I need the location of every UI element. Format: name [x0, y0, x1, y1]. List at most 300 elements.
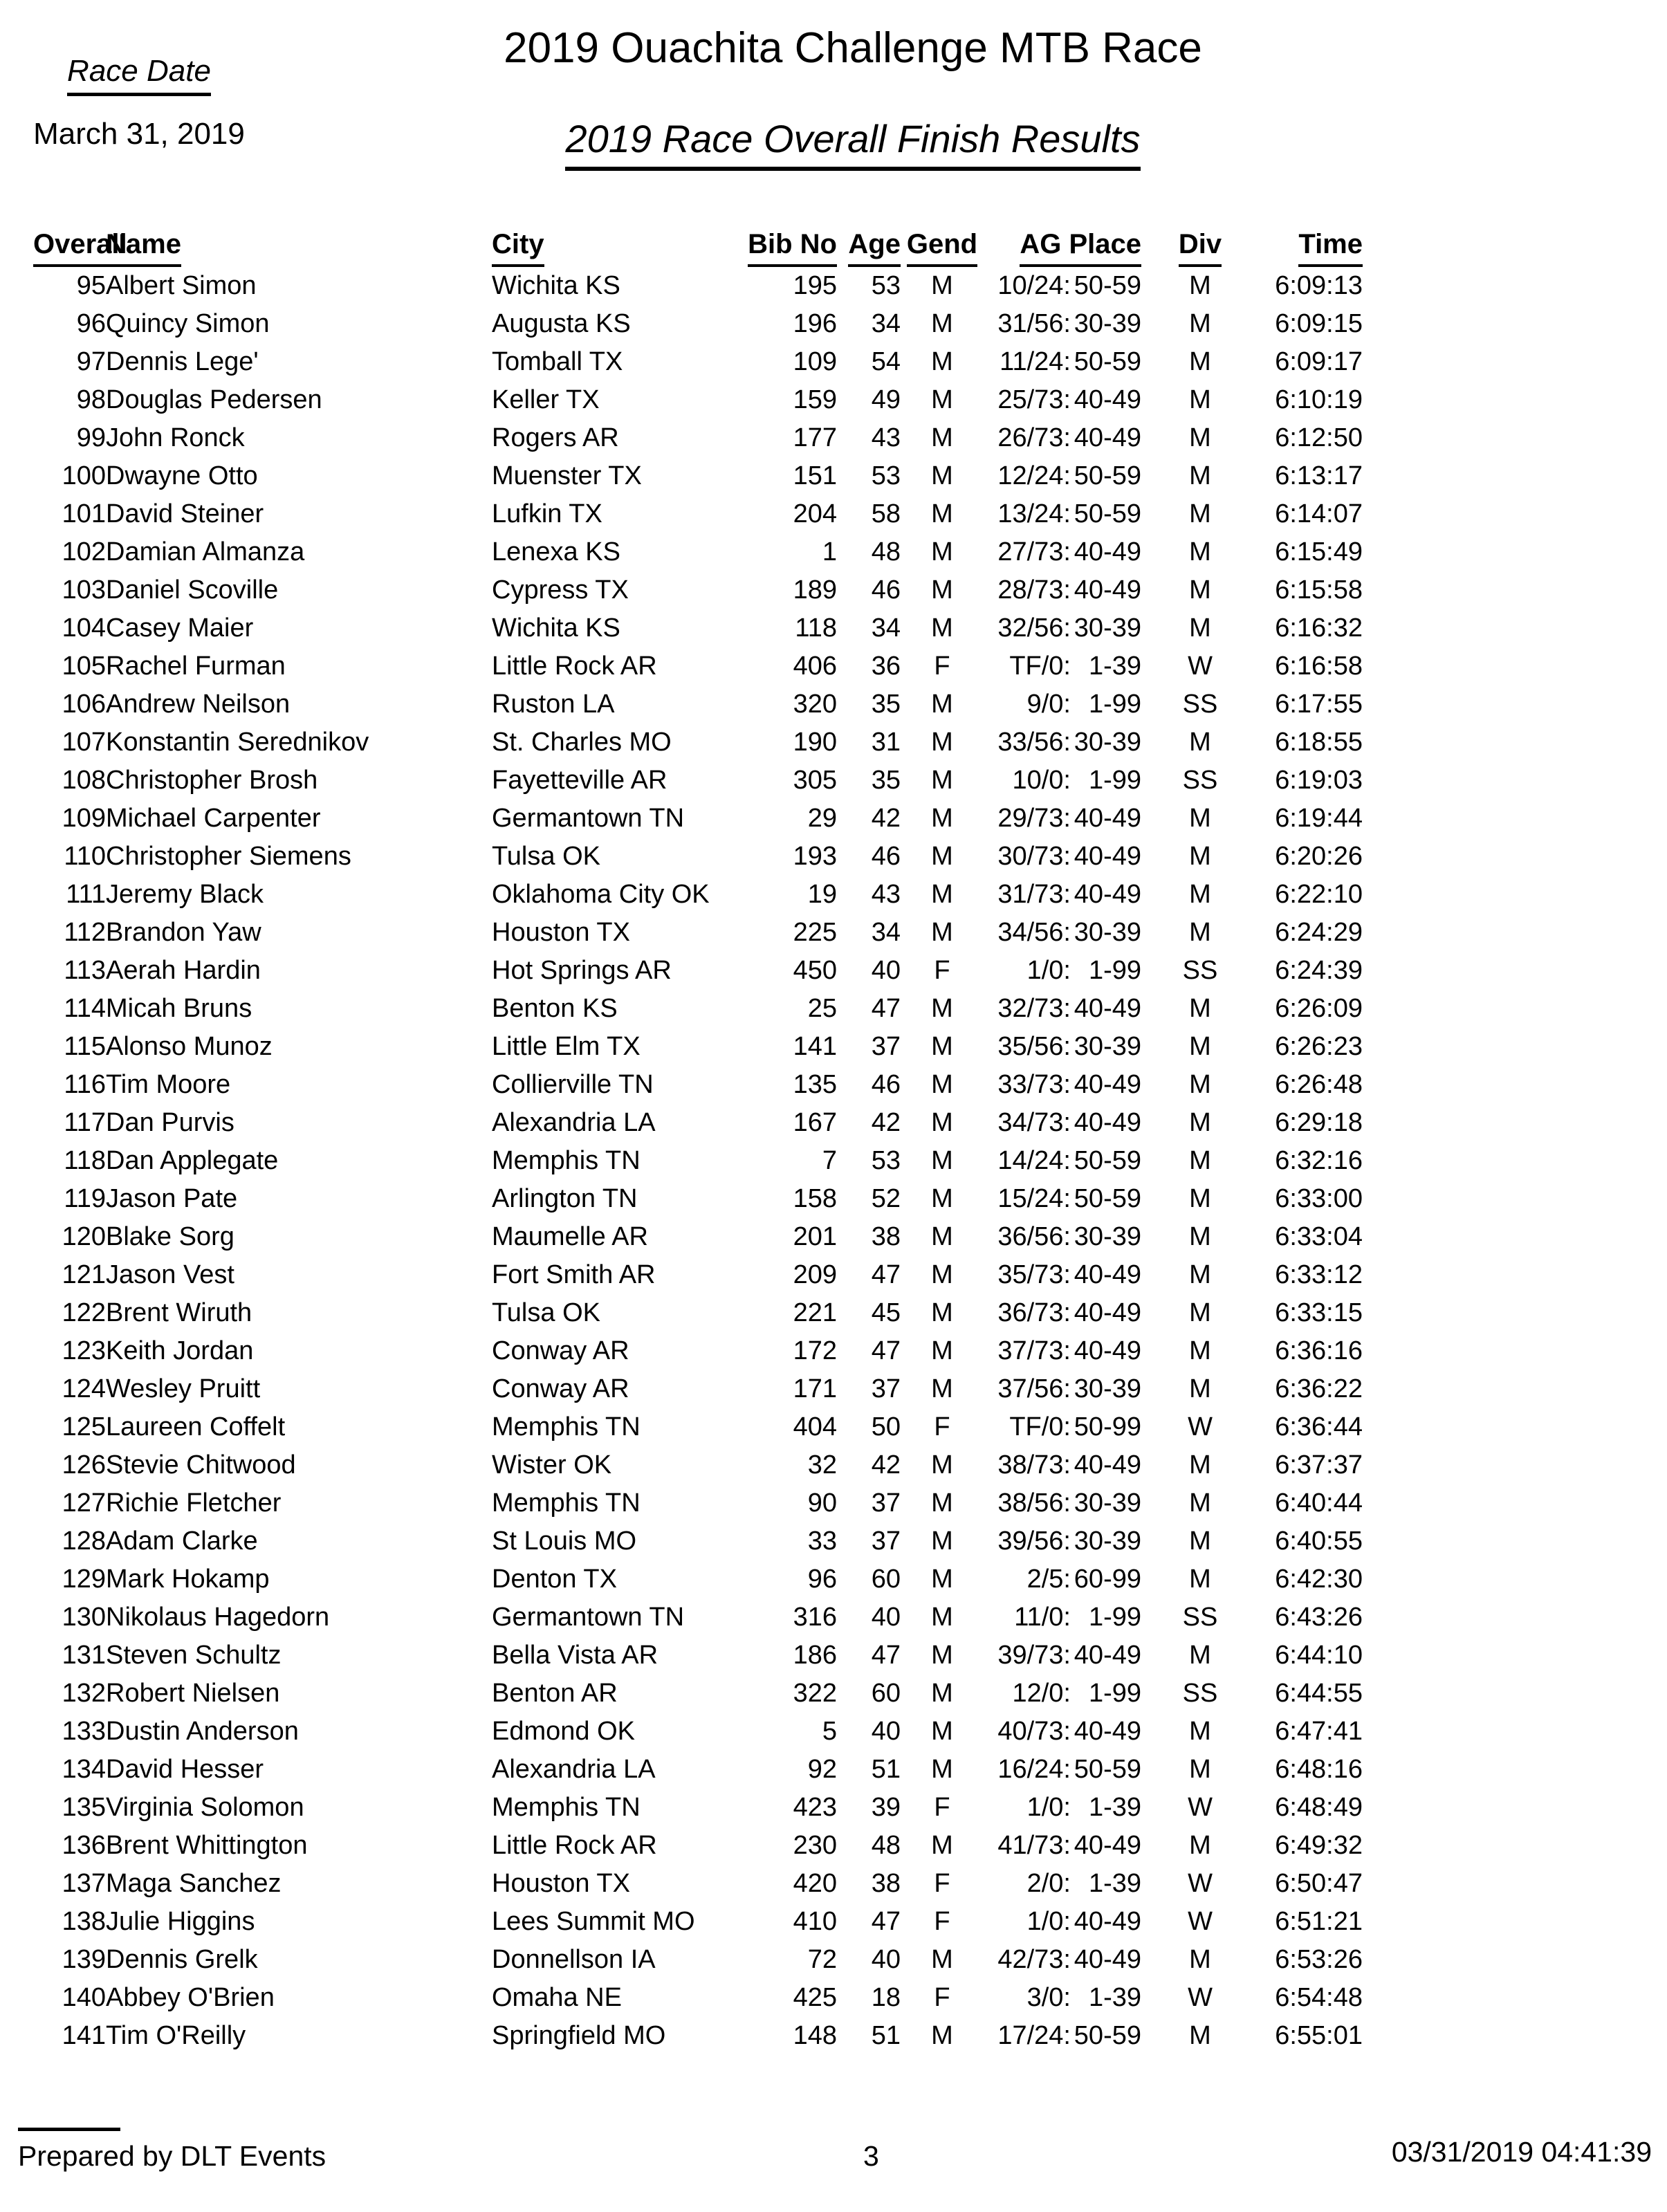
cell-ag-group: 60-99 — [1074, 1565, 1141, 1594]
cell-overall-place: 138 — [62, 1907, 106, 1936]
cell-bib-no: 193 — [793, 842, 837, 871]
col-header-time: Time — [1259, 208, 1363, 267]
cell-ag-place: TF/0: — [1009, 1412, 1071, 1441]
cell-age: 38 — [871, 1222, 901, 1251]
cell-name: Dennis Grelk — [106, 1945, 258, 1974]
table-row — [33, 1142, 1363, 1180]
cell-bib-no: 204 — [793, 499, 837, 528]
cell-name: Dan Applegate — [106, 1146, 279, 1175]
cell-name: Nikolaus Hagedorn — [106, 1603, 330, 1632]
cell-gender: M — [931, 2021, 953, 2050]
cell-ag-place: 34/73: — [997, 1108, 1071, 1137]
cell-time: 6:09:15 — [1275, 309, 1363, 338]
cell-ag-group: 50-59 — [1074, 347, 1141, 376]
cell-bib-no: 135 — [793, 1070, 837, 1099]
table-row — [33, 685, 1363, 723]
cell-name: Albert Simon — [106, 271, 257, 300]
cell-ag-place: 25/73: — [997, 385, 1071, 414]
cell-age: 53 — [871, 271, 901, 300]
cell-age: 43 — [871, 423, 901, 452]
cell-name: Aerah Hardin — [106, 956, 261, 985]
cell-gender: M — [931, 347, 953, 376]
cell-overall-place: 128 — [62, 1527, 106, 1556]
cell-division: M — [1189, 994, 1211, 1023]
table-row — [33, 1713, 1363, 1751]
cell-name: Douglas Pedersen — [106, 385, 322, 414]
cell-age: 40 — [871, 1945, 901, 1974]
table-row — [33, 1028, 1363, 1066]
cell-age: 46 — [871, 842, 901, 871]
cell-bib-no: 320 — [793, 690, 837, 719]
cell-overall-place: 98 — [76, 385, 106, 414]
cell-division: M — [1189, 728, 1211, 757]
cell-name: Jason Pate — [106, 1184, 238, 1213]
cell-name: David Hesser — [106, 1755, 264, 1784]
cell-division: W — [1188, 1907, 1213, 1936]
cell-name: Richie Fletcher — [106, 1489, 282, 1518]
table-row — [33, 419, 1363, 457]
cell-overall-place: 103 — [62, 575, 106, 605]
cell-name: Tim Moore — [106, 1070, 231, 1099]
cell-division: M — [1189, 1527, 1211, 1556]
cell-name: Christopher Brosh — [106, 766, 318, 795]
cell-overall-place: 126 — [62, 1450, 106, 1480]
table-row — [33, 1522, 1363, 1560]
cell-city: Arlington TN — [492, 1184, 638, 1213]
cell-name: Casey Maier — [106, 614, 254, 643]
cell-division: W — [1188, 1412, 1213, 1441]
cell-age: 46 — [871, 575, 901, 605]
cell-bib-no: 186 — [793, 1641, 837, 1670]
footer-rule — [18, 2128, 120, 2131]
cell-gender: M — [931, 1641, 953, 1670]
cell-ag-group: 30-39 — [1074, 614, 1141, 643]
cell-division: M — [1189, 1945, 1211, 1974]
cell-ag-place: 14/24: — [997, 1146, 1071, 1175]
cell-division: M — [1189, 1146, 1211, 1175]
table-row — [33, 305, 1363, 343]
cell-gender: M — [931, 1108, 953, 1137]
cell-gender: M — [931, 1184, 953, 1213]
cell-ag-group: 30-39 — [1074, 1527, 1141, 1556]
cell-time: 6:43:26 — [1275, 1603, 1363, 1632]
cell-name: Micah Bruns — [106, 994, 252, 1023]
cell-bib-no: 195 — [793, 271, 837, 300]
cell-gender: M — [931, 537, 953, 566]
cell-gender: M — [931, 1831, 953, 1860]
cell-ag-group: 40-49 — [1074, 1070, 1141, 1099]
cell-overall-place: 95 — [76, 271, 106, 300]
cell-overall-place: 109 — [62, 804, 106, 833]
page-title: 2019 Ouachita Challenge MTB Race — [504, 24, 1202, 72]
cell-overall-place: 125 — [62, 1412, 106, 1441]
cell-age: 53 — [871, 1146, 901, 1175]
cell-name: Brandon Yaw — [106, 918, 261, 947]
cell-name: Maga Sanchez — [106, 1869, 282, 1898]
cell-overall-place: 115 — [64, 1032, 106, 1061]
cell-city: Maumelle AR — [492, 1222, 648, 1251]
cell-gender: M — [931, 1945, 953, 1974]
cell-ag-place: 11/24: — [1000, 347, 1071, 376]
cell-division: M — [1189, 1222, 1211, 1251]
cell-name: Daniel Scoville — [106, 575, 279, 605]
cell-gender: M — [931, 1679, 953, 1708]
cell-name: Brent Wiruth — [106, 1298, 252, 1327]
cell-gender: M — [931, 1565, 953, 1594]
cell-division: W — [1188, 1983, 1213, 2012]
cell-bib-no: 5 — [822, 1717, 837, 1746]
cell-gender: M — [931, 271, 953, 300]
cell-age: 40 — [871, 1603, 901, 1632]
table-row — [33, 1256, 1363, 1294]
cell-ag-group: 30-39 — [1074, 1032, 1141, 1061]
cell-ag-group: 50-99 — [1074, 1412, 1141, 1441]
cell-age: 34 — [871, 309, 901, 338]
cell-ag-place: 28/73: — [997, 575, 1071, 605]
cell-bib-no: 406 — [793, 652, 837, 681]
cell-ag-group: 40-49 — [1074, 1260, 1141, 1289]
cell-ag-group: 40-49 — [1074, 1108, 1141, 1137]
cell-ag-place: 37/73: — [997, 1336, 1071, 1365]
cell-ag-group: 30-39 — [1074, 728, 1141, 757]
table-row — [33, 457, 1363, 495]
cell-city: Houston TX — [492, 1869, 630, 1898]
cell-ag-place: 1/0: — [1026, 1793, 1071, 1822]
cell-name: Jeremy Black — [106, 880, 264, 909]
cell-division: SS — [1182, 1679, 1218, 1708]
table-row — [33, 1751, 1363, 1789]
table-row — [33, 1332, 1363, 1370]
cell-bib-no: 19 — [807, 880, 837, 909]
cell-age: 51 — [871, 2021, 901, 2050]
cell-name: Keith Jordan — [106, 1336, 254, 1365]
cell-time: 6:36:22 — [1275, 1374, 1363, 1403]
cell-overall-place: 123 — [62, 1336, 106, 1365]
cell-gender: M — [931, 1527, 953, 1556]
table-row — [33, 1370, 1363, 1408]
cell-overall-place: 113 — [64, 956, 106, 985]
cell-overall-place: 101 — [62, 499, 106, 528]
cell-division: W — [1188, 1793, 1213, 1822]
cell-overall-place: 105 — [62, 652, 106, 681]
cell-bib-no: 322 — [793, 1679, 837, 1708]
cell-overall-place: 116 — [64, 1070, 106, 1099]
cell-time: 6:14:07 — [1275, 499, 1363, 528]
cell-time: 6:40:55 — [1275, 1527, 1363, 1556]
cell-city: Little Rock AR — [492, 652, 657, 681]
table-row — [33, 1484, 1363, 1522]
cell-ag-place: 16/24: — [997, 1755, 1071, 1784]
cell-ag-group: 30-39 — [1074, 1222, 1141, 1251]
race-date-value: March 31, 2019 — [33, 117, 245, 151]
cell-city: Tomball TX — [492, 347, 623, 376]
cell-age: 43 — [871, 880, 901, 909]
cell-city: Muenster TX — [492, 461, 642, 490]
cell-gender: M — [931, 1146, 953, 1175]
cell-gender: M — [931, 461, 953, 490]
cell-overall-place: 108 — [62, 766, 106, 795]
cell-city: Tulsa OK — [492, 1298, 600, 1327]
cell-gender: M — [931, 994, 953, 1023]
cell-ag-group: 40-49 — [1074, 804, 1141, 833]
cell-overall-place: 100 — [62, 461, 106, 490]
cell-city: St Louis MO — [492, 1527, 637, 1556]
cell-ag-group: 50-59 — [1074, 271, 1141, 300]
cell-ag-place: 17/24: — [997, 2021, 1071, 2050]
cell-division: M — [1189, 1831, 1211, 1860]
cell-name: Steven Schultz — [106, 1641, 282, 1670]
cell-city: Alexandria LA — [492, 1108, 656, 1137]
cell-overall-place: 133 — [62, 1717, 106, 1746]
cell-time: 6:44:55 — [1275, 1679, 1363, 1708]
cell-city: Augusta KS — [492, 309, 631, 338]
cell-time: 6:44:10 — [1275, 1641, 1363, 1670]
cell-time: 6:33:04 — [1275, 1222, 1363, 1251]
cell-division: M — [1189, 880, 1211, 909]
table-row — [33, 267, 1363, 305]
cell-city: Memphis TN — [492, 1412, 641, 1441]
cell-bib-no: 151 — [793, 461, 837, 490]
cell-overall-place: 124 — [62, 1374, 106, 1403]
cell-division: SS — [1182, 690, 1218, 719]
cell-name: Adam Clarke — [106, 1527, 258, 1556]
cell-ag-place: 35/56: — [997, 1032, 1071, 1061]
cell-division: W — [1188, 1869, 1213, 1898]
cell-ag-place: 36/73: — [997, 1298, 1071, 1327]
cell-bib-no: 196 — [793, 309, 837, 338]
cell-bib-no: 425 — [793, 1983, 837, 2012]
cell-time: 6:33:15 — [1275, 1298, 1363, 1327]
cell-gender: M — [931, 690, 953, 719]
cell-time: 6:15:49 — [1275, 537, 1363, 566]
cell-ag-group: 40-49 — [1074, 385, 1141, 414]
cell-ag-place: 12/24: — [997, 461, 1071, 490]
cell-time: 6:16:58 — [1275, 652, 1363, 681]
cell-time: 6:36:16 — [1275, 1336, 1363, 1365]
cell-gender: M — [931, 1336, 953, 1365]
cell-time: 6:24:39 — [1275, 956, 1363, 985]
cell-ag-group: 40-49 — [1074, 1945, 1141, 1974]
cell-division: SS — [1182, 956, 1218, 985]
cell-name: Julie Higgins — [106, 1907, 255, 1936]
cell-overall-place: 140 — [62, 1983, 106, 2012]
cell-bib-no: 177 — [793, 423, 837, 452]
cell-name: Damian Almanza — [106, 537, 305, 566]
cell-division: M — [1189, 1489, 1211, 1518]
cell-overall-place: 120 — [62, 1222, 106, 1251]
table-row — [33, 1789, 1363, 1827]
col-header-city: City — [492, 208, 733, 267]
cell-name: Blake Sorg — [106, 1222, 234, 1251]
col-header-div: Div — [1141, 208, 1259, 267]
cell-name: Dennis Lege' — [106, 347, 259, 376]
cell-age: 40 — [871, 1717, 901, 1746]
cell-age: 42 — [871, 804, 901, 833]
cell-ag-group: 50-59 — [1074, 2021, 1141, 2050]
cell-gender: M — [931, 1070, 953, 1099]
cell-division: SS — [1182, 1603, 1218, 1632]
table-row — [33, 1675, 1363, 1713]
cell-time: 6:49:32 — [1275, 1831, 1363, 1860]
cell-gender: M — [931, 766, 953, 795]
cell-name: Virginia Solomon — [106, 1793, 304, 1822]
cell-overall-place: 127 — [62, 1489, 106, 1518]
cell-time: 6:10:19 — [1275, 385, 1363, 414]
cell-city: Springfield MO — [492, 2021, 666, 2050]
cell-ag-group: 30-39 — [1074, 918, 1141, 947]
col-header-name: Name — [106, 208, 492, 267]
cell-overall-place: 114 — [64, 994, 106, 1023]
cell-gender: M — [931, 880, 953, 909]
cell-ag-place: 9/0: — [1026, 690, 1071, 719]
cell-ag-group: 40-49 — [1074, 1298, 1141, 1327]
cell-city: Rogers AR — [492, 423, 619, 452]
cell-city: Germantown TN — [492, 1603, 685, 1632]
cell-overall-place: 132 — [62, 1679, 106, 1708]
cell-ag-place: 30/73: — [997, 842, 1071, 871]
cell-overall-place: 99 — [76, 423, 106, 452]
cell-name: Tim O'Reilly — [106, 2021, 246, 2050]
cell-name: Brent Whittington — [106, 1831, 308, 1860]
cell-age: 47 — [871, 994, 901, 1023]
table-row — [33, 1104, 1363, 1142]
cell-ag-group: 1-99 — [1088, 690, 1141, 719]
table-row — [33, 2017, 1363, 2055]
cell-ag-place: 12/0: — [1012, 1679, 1071, 1708]
cell-city: Ruston LA — [492, 690, 615, 719]
cell-age: 37 — [871, 1032, 901, 1061]
table-row — [33, 1903, 1363, 1941]
cell-bib-no: 230 — [793, 1831, 837, 1860]
cell-age: 34 — [871, 614, 901, 643]
cell-ag-place: 38/56: — [997, 1489, 1071, 1518]
cell-gender: M — [931, 1260, 953, 1289]
cell-name: Christopher Siemens — [106, 842, 351, 871]
cell-ag-place: 2/5: — [1026, 1565, 1071, 1594]
cell-gender: M — [931, 1755, 953, 1784]
cell-bib-no: 158 — [793, 1184, 837, 1213]
cell-time: 6:15:58 — [1275, 575, 1363, 605]
cell-gender: F — [934, 1907, 950, 1936]
cell-name: Abbey O'Brien — [106, 1983, 275, 2012]
cell-ag-place: 33/56: — [997, 728, 1071, 757]
cell-division: M — [1189, 1336, 1211, 1365]
cell-ag-group: 1-39 — [1088, 1869, 1141, 1898]
cell-ag-place: TF/0: — [1009, 652, 1071, 681]
cell-age: 53 — [871, 461, 901, 490]
cell-ag-group: 40-49 — [1074, 1717, 1141, 1746]
cell-age: 47 — [871, 1907, 901, 1936]
table-row — [33, 381, 1363, 419]
cell-city: Houston TX — [492, 918, 630, 947]
cell-bib-no: 33 — [807, 1527, 837, 1556]
cell-age: 52 — [871, 1184, 901, 1213]
cell-age: 42 — [871, 1108, 901, 1137]
cell-gender: M — [931, 1222, 953, 1251]
cell-division: SS — [1182, 766, 1218, 795]
cell-ag-place: 29/73: — [997, 804, 1071, 833]
cell-overall-place: 122 — [62, 1298, 106, 1327]
cell-division: M — [1189, 309, 1211, 338]
cell-division: M — [1189, 271, 1211, 300]
cell-division: M — [1189, 1450, 1211, 1480]
cell-city: Conway AR — [492, 1336, 629, 1365]
cell-time: 6:53:26 — [1275, 1945, 1363, 1974]
col-header-bib-no: Bib No — [733, 208, 837, 267]
cell-time: 6:37:37 — [1275, 1450, 1363, 1480]
table-row — [33, 1941, 1363, 1979]
cell-overall-place: 141 — [62, 2021, 106, 2050]
cell-age: 47 — [871, 1336, 901, 1365]
cell-bib-no: 189 — [793, 575, 837, 605]
cell-time: 6:33:12 — [1275, 1260, 1363, 1289]
cell-bib-no: 305 — [793, 766, 837, 795]
cell-overall-place: 112 — [64, 918, 106, 947]
cell-time: 6:22:10 — [1275, 880, 1363, 909]
cell-time: 6:26:09 — [1275, 994, 1363, 1023]
cell-time: 6:20:26 — [1275, 842, 1363, 871]
cell-ag-place: 2/0: — [1026, 1869, 1071, 1898]
cell-time: 6:48:49 — [1275, 1793, 1363, 1822]
cell-bib-no: 148 — [793, 2021, 837, 2050]
cell-gender: M — [931, 499, 953, 528]
cell-name: John Ronck — [106, 423, 245, 452]
cell-ag-group: 40-49 — [1074, 880, 1141, 909]
cell-ag-place: 33/73: — [997, 1070, 1071, 1099]
cell-bib-no: 7 — [822, 1146, 837, 1175]
cell-division: M — [1189, 575, 1211, 605]
cell-bib-no: 118 — [795, 614, 837, 643]
cell-name: Dwayne Otto — [106, 461, 258, 490]
cell-division: M — [1189, 1032, 1211, 1061]
cell-ag-group: 50-59 — [1074, 1184, 1141, 1213]
cell-ag-place: 38/73: — [997, 1450, 1071, 1480]
cell-gender: M — [931, 614, 953, 643]
cell-ag-place: 10/0: — [1012, 766, 1071, 795]
cell-time: 6:13:17 — [1275, 461, 1363, 490]
table-row — [33, 762, 1363, 800]
cell-age: 18 — [871, 1983, 901, 2012]
cell-bib-no: 450 — [793, 956, 837, 985]
cell-time: 6:12:50 — [1275, 423, 1363, 452]
cell-division: M — [1189, 461, 1211, 490]
results-table — [33, 208, 1363, 2055]
cell-time: 6:42:30 — [1275, 1565, 1363, 1594]
table-header-row — [33, 208, 1363, 267]
cell-gender: F — [934, 1869, 950, 1898]
cell-overall-place: 102 — [62, 537, 106, 566]
cell-age: 60 — [871, 1565, 901, 1594]
cell-ag-group: 50-59 — [1074, 499, 1141, 528]
col-header-age: Age — [837, 208, 901, 267]
cell-ag-place: 40/73: — [997, 1717, 1071, 1746]
cell-ag-place: 31/56: — [997, 309, 1071, 338]
cell-ag-place: 37/56: — [997, 1374, 1071, 1403]
cell-division: M — [1189, 2021, 1211, 2050]
cell-time: 6:47:41 — [1275, 1717, 1363, 1746]
cell-name: Michael Carpenter — [106, 804, 321, 833]
cell-overall-place: 121 — [62, 1260, 106, 1289]
cell-ag-group: 1-99 — [1088, 956, 1141, 985]
cell-ag-place: 31/73: — [997, 880, 1071, 909]
cell-ag-place: 26/73: — [997, 423, 1071, 452]
table-row — [33, 533, 1363, 571]
cell-time: 6:26:23 — [1275, 1032, 1363, 1061]
cell-division: M — [1189, 804, 1211, 833]
cell-bib-no: 96 — [807, 1565, 837, 1594]
cell-overall-place: 134 — [62, 1755, 106, 1784]
cell-name: Jason Vest — [106, 1260, 234, 1289]
